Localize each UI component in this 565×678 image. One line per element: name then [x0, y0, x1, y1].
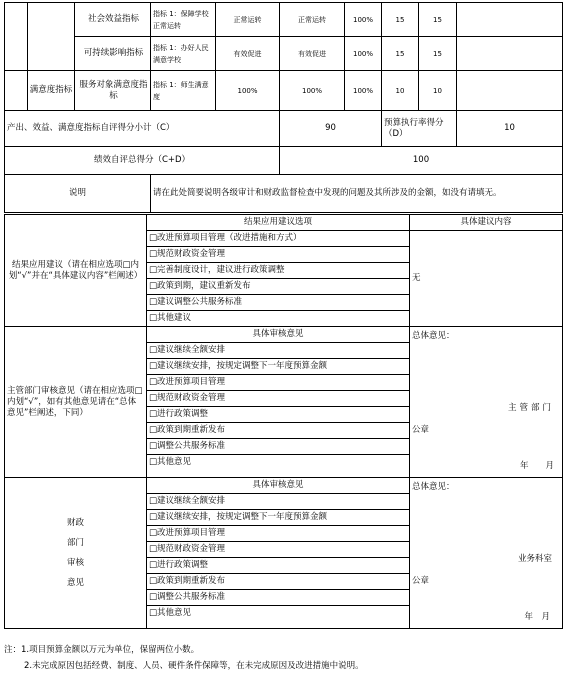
social-score-self: 15 — [419, 3, 457, 37]
budget-execution-value: 10 — [457, 111, 563, 147]
footnote-line: 2.未完成原因包括经费、制度、人员、硬件条件保障等，在未完成原因及改进措施中说明。 — [24, 661, 364, 671]
satisfaction-actual: 100% — [280, 71, 345, 111]
empty-cell — [5, 71, 28, 111]
subtotal-value: 90 — [280, 111, 382, 147]
satisfaction-score-full: 10 — [382, 71, 419, 111]
option-checkbox[interactable]: □改进预算项目管理（改进措施和方式） — [147, 231, 409, 247]
result-application-label: 结果应用建议（请在相应选项□内划“√”并在“具体建议内容”栏阐述） — [5, 215, 147, 327]
satisfaction-indicator: 指标 1：师生满意度 — [151, 71, 216, 111]
table-row — [5, 215, 563, 231]
option-checkbox[interactable]: □建议继续安排，按规定调整下一年度预算金额 — [147, 359, 409, 375]
footnote-line: 注：1.项目预算金额以万元为单位，保留两位小数。 — [4, 645, 200, 655]
finance-date-label: 年 月 — [524, 612, 550, 622]
total-score-value: 100 — [280, 147, 563, 175]
option-checkbox[interactable]: □其他意见 — [149, 457, 192, 467]
option-checkbox[interactable]: □改进预算项目管理 — [147, 375, 409, 391]
dept-overall-cell — [410, 327, 563, 478]
option-checkbox[interactable]: □建议继续全额安排 — [147, 494, 409, 510]
budget-execution-label: 预算执行率得分（D） — [382, 111, 457, 147]
finance-dept-label: 业务科室 — [517, 554, 552, 564]
option-checkbox[interactable]: □规范财政资金管理 — [147, 391, 409, 407]
social-indicator: 指标 1：保障学校正常运转 — [151, 3, 216, 37]
empty-cell — [457, 3, 563, 37]
finance-review-label — [5, 478, 147, 629]
table-row — [5, 478, 563, 494]
table-row — [5, 71, 563, 111]
option-checkbox[interactable]: □完善制度设计，建议进行政策调整 — [147, 263, 409, 279]
finance-options-header: 具体审核意见 — [147, 478, 410, 494]
option-checkbox[interactable]: □进行政策调整 — [147, 407, 409, 423]
social-benefit-label: 社会效益指标 — [75, 3, 151, 37]
sustain-rate: 100% — [345, 37, 382, 71]
dept-options-list — [147, 343, 410, 478]
option-checkbox[interactable]: □规范财政资金管理 — [147, 542, 409, 558]
option-checkbox[interactable]: □政策到期，建议重新发布 — [147, 279, 409, 295]
table-row — [5, 175, 563, 213]
option-checkbox[interactable]: □建议调整公共服务标准 — [147, 295, 409, 311]
finance-overall-cell — [410, 478, 563, 629]
table-row — [5, 37, 563, 71]
option-checkbox[interactable]: □调整公共服务标准 — [147, 439, 409, 455]
empty-cell — [5, 3, 28, 71]
result-content-header: 具体建议内容 — [410, 215, 563, 231]
empty-cell — [28, 3, 75, 71]
social-target: 正常运转 — [216, 3, 280, 37]
sustain-actual: 有效促进 — [280, 37, 345, 71]
sustain-indicator: 指标 1：办好人民满意学校 — [151, 37, 216, 71]
satisfaction-score-self: 10 — [419, 71, 457, 111]
dept-overall-label: 总体意见： — [412, 331, 455, 341]
finance-options-list — [147, 494, 410, 629]
finance-label-line: 审核 — [66, 558, 84, 568]
social-score-full: 15 — [382, 3, 419, 37]
option-checkbox[interactable]: □建议继续全额安排 — [147, 343, 409, 359]
option-checkbox[interactable]: □其他意见 — [149, 608, 192, 618]
department-review-label: 主管部门审核意见（请在相应选项□内划“√”，如有其他意见请在“总体意见”栏阐述，下同） — [5, 327, 147, 478]
sustainable-impact-label: 可持续影响指标 — [75, 37, 151, 71]
dept-name-label: 主管部门 — [507, 403, 554, 413]
result-options-header: 结果应用建议选项 — [147, 215, 410, 231]
indicator-score-table — [4, 2, 563, 213]
option-checkbox[interactable]: □其他建议 — [149, 313, 192, 323]
review-table — [4, 214, 563, 629]
finance-seal-label: 公章 — [412, 576, 430, 586]
sustain-score-self: 15 — [419, 37, 457, 71]
finance-label-line: 意见 — [66, 578, 84, 588]
option-checkbox[interactable]: □建议继续安排，按规定调整下一年度预算金额 — [147, 510, 409, 526]
explanation-text: 请在此处简要说明各级审计和财政监督检查中发现的问题及其所涉及的金额，如没有请填无。 — [151, 175, 563, 213]
result-options-list — [147, 231, 410, 327]
dept-seal-label: 公章 — [412, 425, 430, 435]
option-checkbox[interactable]: □规范财政资金管理 — [147, 247, 409, 263]
empty-cell — [457, 71, 563, 111]
finance-label-line: 财政 — [66, 518, 84, 528]
satisfaction-group-label: 满意度指标 — [28, 71, 75, 111]
dept-options-header: 具体审核意见 — [147, 327, 410, 343]
table-row — [5, 3, 563, 37]
social-actual: 正常运转 — [280, 3, 345, 37]
dept-date-label: 年 月 — [519, 461, 554, 471]
table-row — [5, 111, 563, 147]
service-satisfaction-label: 服务对象满意度指标 — [75, 71, 151, 111]
social-rate: 100% — [345, 3, 382, 37]
sustain-target: 有效促进 — [216, 37, 280, 71]
option-checkbox[interactable]: □改进预算项目管理 — [147, 526, 409, 542]
satisfaction-target: 100% — [216, 71, 280, 111]
option-checkbox[interactable]: □调整公共服务标准 — [147, 590, 409, 606]
option-checkbox[interactable]: □进行政策调整 — [147, 558, 409, 574]
table-row — [5, 327, 563, 343]
finance-overall-label: 总体意见： — [412, 482, 455, 492]
subtotal-label: 产出、效益、满意度指标自评得分小计（C） — [5, 111, 280, 147]
sustain-score-full: 15 — [382, 37, 419, 71]
empty-cell — [457, 37, 563, 71]
total-score-label: 绩效自评总得分（C+D） — [5, 147, 280, 175]
satisfaction-rate: 100% — [345, 71, 382, 111]
option-checkbox[interactable]: □政策到期重新发布 — [147, 574, 409, 590]
footnotes — [4, 642, 562, 674]
table-row — [5, 147, 563, 175]
option-checkbox[interactable]: □政策到期重新发布 — [147, 423, 409, 439]
explanation-label: 说明 — [5, 175, 151, 213]
finance-label-line: 部门 — [66, 538, 84, 548]
result-content-value: 无 — [410, 231, 563, 327]
